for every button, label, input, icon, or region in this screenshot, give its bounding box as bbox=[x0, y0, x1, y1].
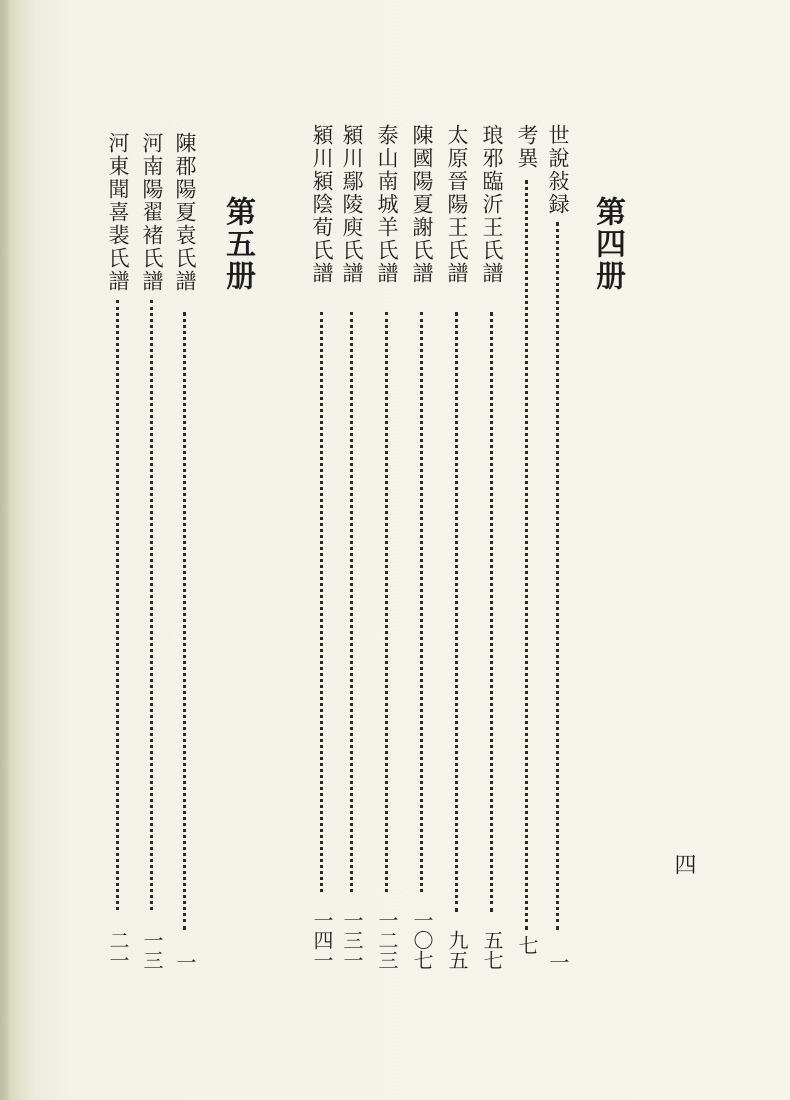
entry-page: 二一 bbox=[106, 930, 130, 970]
entry-page: 一 bbox=[173, 952, 197, 972]
dot-leader bbox=[556, 222, 559, 930]
entry-title: 考異 bbox=[515, 124, 539, 170]
page-number: 四 bbox=[671, 853, 696, 875]
entry-title: 陳國陽夏謝氏譜 bbox=[410, 124, 434, 285]
volume-4-heading: 第四册 bbox=[590, 196, 625, 292]
entry-page: 一〇七 bbox=[410, 910, 434, 970]
page-binding-shadow bbox=[0, 0, 10, 1100]
dot-leader bbox=[320, 312, 323, 892]
entry-page: 一四一 bbox=[310, 910, 334, 970]
dot-leader bbox=[490, 312, 493, 912]
entry-title: 泰山南城羊氏譜 bbox=[375, 124, 399, 285]
entry-title: 潁川潁陰荀氏譜 bbox=[310, 124, 334, 285]
entry-page: 五七 bbox=[480, 930, 504, 970]
entry-title: 琅邪臨沂王氏譜 bbox=[480, 124, 504, 285]
dot-leader bbox=[183, 312, 186, 930]
entry-page: 一 bbox=[546, 952, 570, 972]
dot-leader bbox=[150, 300, 153, 910]
volume-5-heading: 第五册 bbox=[220, 196, 255, 292]
entry-page: 一二三 bbox=[375, 910, 399, 970]
entry-title: 河東聞喜裴氏譜 bbox=[106, 132, 130, 293]
entry-page: 九五 bbox=[445, 930, 469, 970]
dot-leader bbox=[350, 312, 353, 892]
entry-page: 一三一 bbox=[340, 910, 364, 970]
entry-title: 太原晉陽王氏譜 bbox=[445, 124, 469, 285]
entry-title: 世說敍録 bbox=[546, 124, 570, 216]
entry-title: 潁川鄢陵庾氏譜 bbox=[340, 124, 364, 285]
dot-leader bbox=[420, 312, 423, 892]
dot-leader bbox=[525, 180, 528, 930]
dot-leader bbox=[116, 300, 119, 910]
entry-title: 河南陽翟褚氏譜 bbox=[140, 132, 164, 293]
dot-leader bbox=[385, 312, 388, 892]
entry-page: 一三 bbox=[140, 930, 164, 970]
dot-leader bbox=[455, 312, 458, 912]
entry-page: 七 bbox=[515, 935, 539, 955]
entry-title: 陳郡陽夏袁氏譜 bbox=[173, 132, 197, 293]
